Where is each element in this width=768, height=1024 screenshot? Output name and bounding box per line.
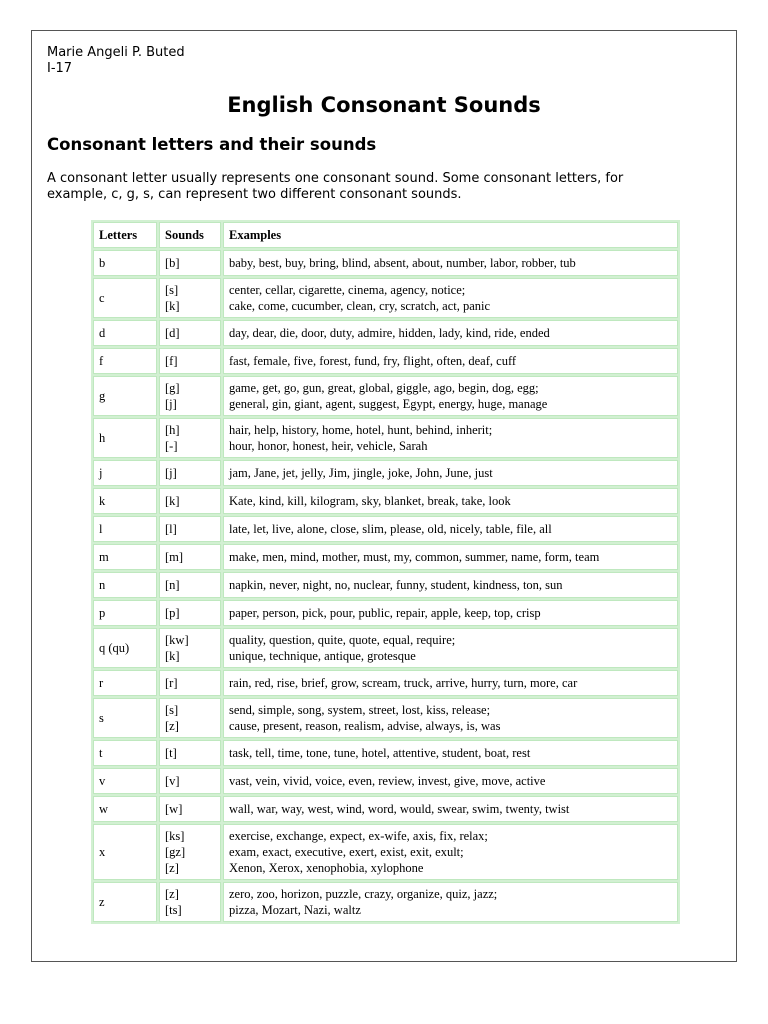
- example-line: make, men, mind, mother, must, my, common, summer, name, form, team: [229, 550, 600, 564]
- sound-cell: [159, 600, 221, 626]
- letter-cell: j: [93, 460, 157, 486]
- examples-cell: [223, 670, 678, 696]
- letter-cell: d: [93, 320, 157, 346]
- sound-symbol: [z]: [165, 719, 179, 733]
- sound-cell: [159, 348, 221, 374]
- examples-cell: [223, 278, 678, 318]
- example-line: send, simple, song, system, street, lost, kiss, release;: [229, 703, 491, 717]
- sound-cell: [159, 488, 221, 514]
- table-row: [93, 796, 678, 822]
- examples-cell: [223, 740, 678, 766]
- sound-symbol: [ks]: [165, 829, 185, 843]
- letter-cell: c: [93, 278, 157, 318]
- table-row: [93, 348, 678, 374]
- example-line: exercise, exchange, expect, ex-wife, axis, fix, relax;: [229, 829, 488, 843]
- table-row: [93, 544, 678, 570]
- example-line: center, cellar, cigarette, cinema, agency, notice;: [229, 283, 466, 297]
- sound-symbol: [k]: [165, 649, 180, 663]
- table-row: [93, 278, 678, 318]
- examples-cell: [223, 348, 678, 374]
- letter-cell: t: [93, 740, 157, 766]
- example-line: napkin, never, night, no, nuclear, funny, student, kindness, ton, sun: [229, 578, 563, 592]
- example-line: rain, red, rise, brief, grow, scream, truck, arrive, hurry, turn, more, car: [229, 676, 578, 690]
- sound-symbol: [kw]: [165, 633, 189, 647]
- sound-symbol: [d]: [165, 326, 180, 340]
- sound-cell: [159, 250, 221, 276]
- example-line: Kate, kind, kill, kilogram, sky, blanket, break, take, look: [229, 494, 511, 508]
- table-row: [93, 376, 678, 416]
- table-row: [93, 320, 678, 346]
- example-line: paper, person, pick, pour, public, repair, apple, keep, top, crisp: [229, 606, 541, 620]
- document-page: [31, 30, 737, 962]
- header-sounds: Sounds: [159, 222, 221, 248]
- letter-cell: v: [93, 768, 157, 794]
- letter-cell: h: [93, 418, 157, 458]
- sound-cell: [159, 544, 221, 570]
- sound-cell: [159, 460, 221, 486]
- example-line: game, get, go, gun, great, global, giggle, ago, begin, dog, egg;: [229, 381, 539, 395]
- examples-cell: [223, 882, 678, 922]
- sound-cell: [159, 572, 221, 598]
- table-row: [93, 488, 678, 514]
- examples-cell: [223, 698, 678, 738]
- sound-cell: [159, 796, 221, 822]
- author-block: [47, 45, 185, 77]
- sound-symbol: [ts]: [165, 903, 182, 917]
- table-row: [93, 418, 678, 458]
- sound-cell: [159, 740, 221, 766]
- example-line: exam, exact, executive, exert, exist, exit, exult;: [229, 845, 464, 859]
- sound-cell: [159, 768, 221, 794]
- example-line: day, dear, die, door, duty, admire, hidden, lady, kind, ride, ended: [229, 326, 550, 340]
- example-line: quality, question, quite, quote, equal, require;: [229, 633, 456, 647]
- sound-symbol: [r]: [165, 676, 178, 690]
- sound-cell: [159, 882, 221, 922]
- example-line: Xenon, Xerox, xenophobia, xylophone: [229, 861, 424, 875]
- sound-symbol: [p]: [165, 606, 180, 620]
- sound-symbol: [j]: [165, 466, 177, 480]
- table-row: [93, 882, 678, 922]
- sound-symbol: [w]: [165, 802, 183, 816]
- sound-symbol: [v]: [165, 774, 180, 788]
- table-row: [93, 572, 678, 598]
- sound-cell: [159, 278, 221, 318]
- table-row: [93, 600, 678, 626]
- sound-cell: [159, 628, 221, 668]
- sound-symbol: [m]: [165, 550, 184, 564]
- example-line: baby, best, buy, bring, blind, absent, about, number, labor, robber, tub: [229, 256, 576, 270]
- sound-symbol: [k]: [165, 299, 180, 313]
- letter-cell: k: [93, 488, 157, 514]
- sound-symbol: [s]: [165, 283, 179, 297]
- letter-cell: g: [93, 376, 157, 416]
- sound-symbol: [gz]: [165, 845, 186, 859]
- sound-symbol: [s]: [165, 703, 179, 717]
- consonant-table: [91, 220, 680, 924]
- sound-symbol: [z]: [165, 887, 179, 901]
- example-line: jam, Jane, jet, jelly, Jim, jingle, joke, John, June, just: [229, 466, 493, 480]
- sound-cell: [159, 376, 221, 416]
- letter-cell: r: [93, 670, 157, 696]
- table-row: [93, 628, 678, 668]
- sound-symbol: [l]: [165, 522, 177, 536]
- example-line: hair, help, history, home, hotel, hunt, behind, inherit;: [229, 423, 493, 437]
- examples-cell: [223, 768, 678, 794]
- table-row: [93, 698, 678, 738]
- table-row: [93, 460, 678, 486]
- sound-cell: [159, 698, 221, 738]
- sound-cell: [159, 824, 221, 880]
- letter-cell: b: [93, 250, 157, 276]
- table-row: [93, 250, 678, 276]
- example-line: zero, zoo, horizon, puzzle, crazy, organize, quiz, jazz;: [229, 887, 498, 901]
- examples-cell: [223, 544, 678, 570]
- table-row: [93, 824, 678, 880]
- example-line: hour, honor, honest, heir, vehicle, Sarah: [229, 439, 428, 453]
- example-line: task, tell, time, tone, tune, hotel, attentive, student, boat, rest: [229, 746, 531, 760]
- example-line: wall, war, way, west, wind, word, would, swear, swim, twenty, twist: [229, 802, 570, 816]
- examples-cell: [223, 418, 678, 458]
- sound-cell: [159, 670, 221, 696]
- table-header-row: [93, 222, 678, 248]
- page-title: English Consonant Sounds: [227, 93, 541, 117]
- table-row: [93, 516, 678, 542]
- letter-cell: s: [93, 698, 157, 738]
- header-letters: Letters: [93, 222, 157, 248]
- sound-cell: [159, 516, 221, 542]
- examples-cell: [223, 600, 678, 626]
- author-name: Marie Angeli P. Buted: [47, 45, 185, 60]
- examples-cell: [223, 376, 678, 416]
- examples-cell: [223, 460, 678, 486]
- sound-symbol: [j]: [165, 397, 177, 411]
- example-line: cause, present, reason, realism, advise, always, is, was: [229, 719, 501, 733]
- header-examples: Examples: [223, 222, 678, 248]
- examples-cell: [223, 488, 678, 514]
- section-heading: Consonant letters and their sounds: [47, 135, 377, 154]
- author-section: I-17: [47, 61, 73, 76]
- letter-cell: q (qu): [93, 628, 157, 668]
- examples-cell: [223, 824, 678, 880]
- sound-cell: [159, 418, 221, 458]
- examples-cell: [223, 796, 678, 822]
- letter-cell: l: [93, 516, 157, 542]
- example-line: vast, vein, vivid, voice, even, review, invest, give, move, active: [229, 774, 546, 788]
- examples-cell: [223, 628, 678, 668]
- letter-cell: n: [93, 572, 157, 598]
- letter-cell: m: [93, 544, 157, 570]
- sound-symbol: [n]: [165, 578, 180, 592]
- letter-cell: w: [93, 796, 157, 822]
- sound-symbol: [-]: [165, 439, 178, 453]
- table-row: [93, 740, 678, 766]
- sound-symbol: [h]: [165, 423, 180, 437]
- letter-cell: x: [93, 824, 157, 880]
- sound-symbol: [k]: [165, 494, 180, 508]
- sound-symbol: [f]: [165, 354, 178, 368]
- examples-cell: [223, 320, 678, 346]
- sound-cell: [159, 320, 221, 346]
- letter-cell: p: [93, 600, 157, 626]
- example-line: fast, female, five, forest, fund, fry, flight, often, deaf, cuff: [229, 354, 517, 368]
- examples-cell: [223, 572, 678, 598]
- examples-cell: [223, 250, 678, 276]
- example-line: general, gin, giant, agent, suggest, Egypt, energy, huge, manage: [229, 397, 548, 411]
- letter-cell: f: [93, 348, 157, 374]
- sound-symbol: [b]: [165, 256, 180, 270]
- example-line: cake, come, cucumber, clean, cry, scratch, act, panic: [229, 299, 491, 313]
- table-row: [93, 768, 678, 794]
- sound-symbol: [g]: [165, 381, 180, 395]
- table-row: [93, 670, 678, 696]
- sound-symbol: [z]: [165, 861, 179, 875]
- examples-cell: [223, 516, 678, 542]
- intro-paragraph: A consonant letter usually represents one consonant sound. Some consonant letters, for example, c, g, s, can represent two different consonant sounds.: [47, 171, 624, 202]
- letter-cell: z: [93, 882, 157, 922]
- example-line: unique, technique, antique, grotesque: [229, 649, 416, 663]
- example-line: pizza, Mozart, Nazi, waltz: [229, 903, 361, 917]
- example-line: late, let, live, alone, close, slim, please, old, nicely, table, file, all: [229, 522, 552, 536]
- sound-symbol: [t]: [165, 746, 177, 760]
